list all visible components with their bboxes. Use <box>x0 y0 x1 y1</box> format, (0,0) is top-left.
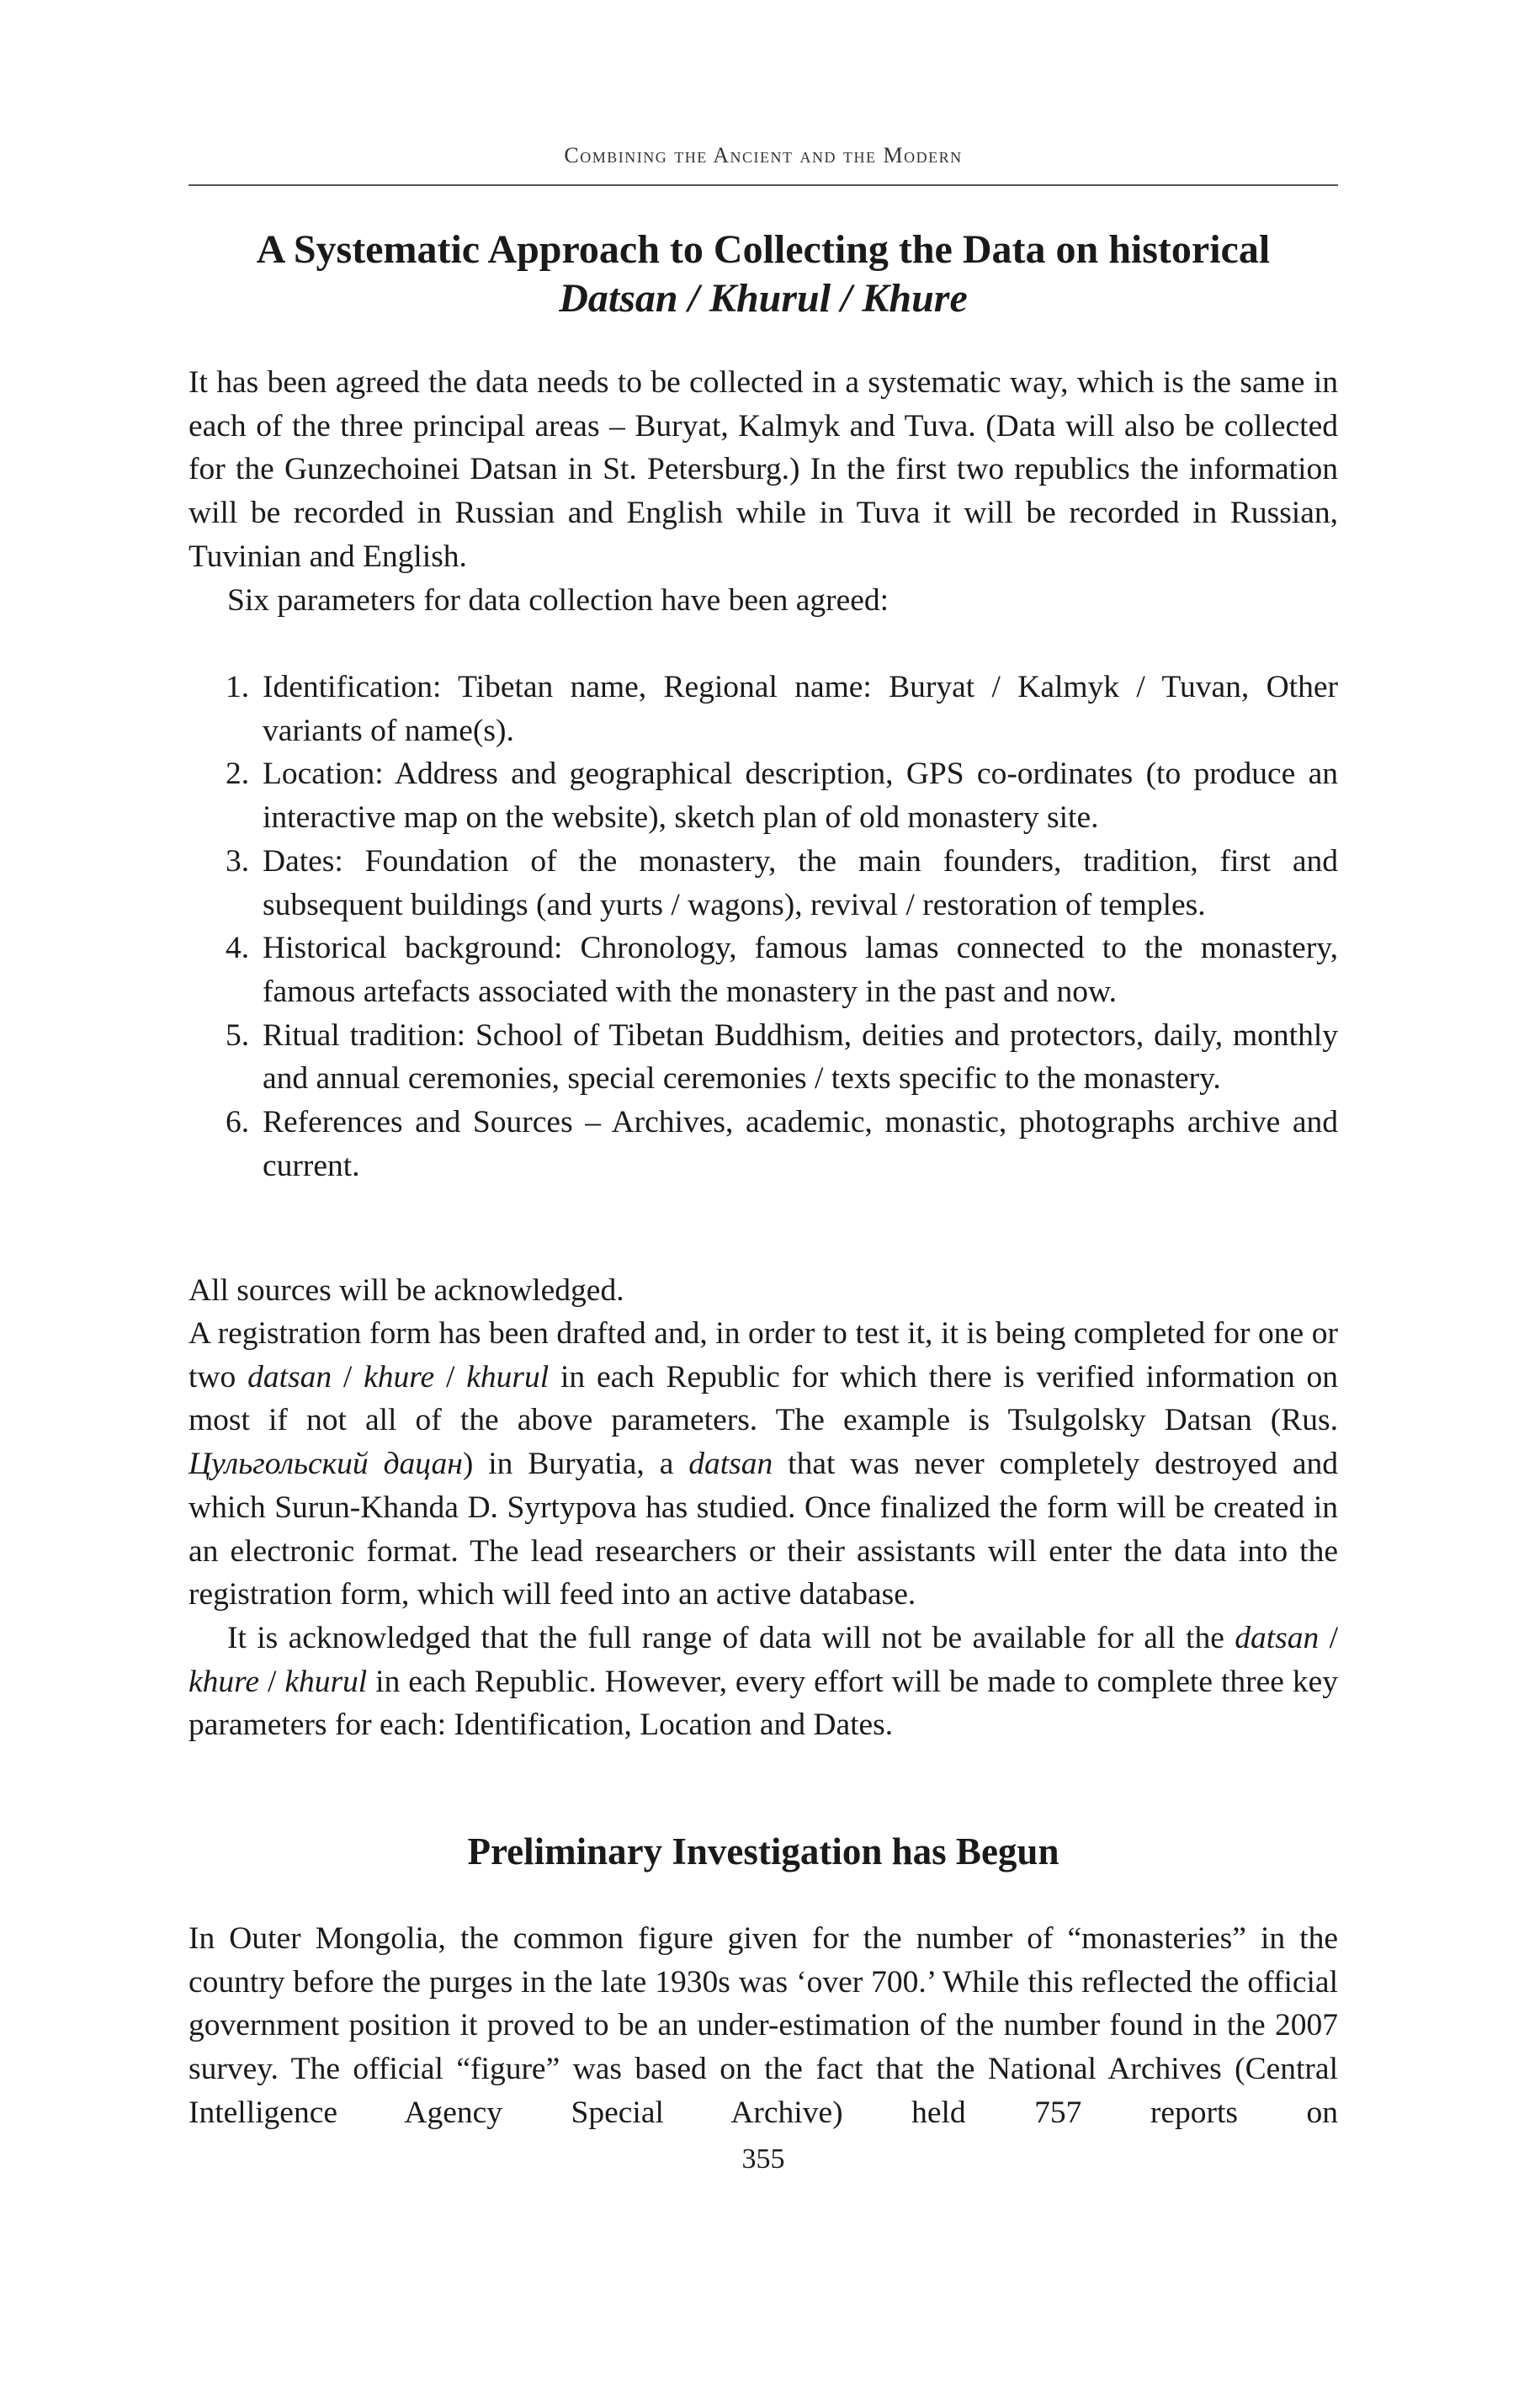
parameters-list <box>189 666 1338 1187</box>
mongolia-paragraph: In Outer Mongolia, the common figure given for the number of “monasteries” in the country before the purges in the late 1930s was ‘over 700.’ While this reflected the official government position it proved to be an under-estimation of the number found in the 2007 survey. The official “figure” was based on the fact that the National Archives (Central Intelligence Agency Special Archive) held 757 reports on <box>189 1921 1338 2130</box>
list-item-number: 4. <box>226 931 250 966</box>
italic-term: datsan <box>247 1359 332 1394</box>
list-item <box>189 752 1338 839</box>
list-item <box>189 840 1338 927</box>
section-heading: Preliminary Investigation has Begun <box>467 1830 1059 1872</box>
list-item-text: Dates: Foundation of the monastery, the main founders, tradition, first and subsequent buildings (and yurts / wagons), revival / restoration of temples. <box>263 843 1338 922</box>
italic-term: Цульгольский дацан <box>189 1447 463 1482</box>
list-item-number: 6. <box>226 1105 250 1140</box>
italic-term: khurul <box>466 1359 550 1394</box>
list-item-number: 3. <box>226 843 250 879</box>
title-line-2: Datsan / Khurul / Khure <box>559 276 968 321</box>
intro-paragraph: It has been agreed the data needs to be collected in a systematic way, which is the same in each of the three principal areas – Buryat, Kalmyk and Tuva. (Data will also be collected for the Gunzechoinei Datsan in St. Petersburg.) In the first two republics the information will be recorded in Russian and English while in Tuva it will be recorded in Russian, Tuvinian and English. <box>189 365 1338 574</box>
list-item-number: 5. <box>226 1017 250 1053</box>
list-item <box>189 1014 1338 1101</box>
page-title <box>189 226 1338 323</box>
page-number: 355 <box>741 2143 785 2175</box>
text-run: A registration form has been drafted and, in order to test it, it is being completed for one or two <box>189 1316 1338 1394</box>
full-range-paragraph <box>189 1617 1338 1747</box>
acknowledged-line: All sources will be acknowledged. <box>189 1273 624 1308</box>
text-run: / <box>259 1664 285 1699</box>
list-item <box>189 666 1338 752</box>
list-item <box>189 927 1338 1013</box>
text-run: / <box>332 1359 364 1394</box>
text-run: It is acknowledged that the full range of data will not be available for all the <box>227 1621 1235 1655</box>
list-item <box>189 1101 1338 1187</box>
italic-term: datsan <box>1235 1621 1320 1655</box>
six-parameters-line: Six parameters for data collection have been agreed: <box>227 583 889 618</box>
italic-term: khurul <box>284 1664 368 1699</box>
list-item-text: Location: Address and geographical description, GPS co-ordinates (to produce an interactive map on the website), sketch plan of old monastery site. <box>263 757 1338 836</box>
italic-term: khure <box>364 1359 435 1394</box>
list-item-number: 1. <box>226 670 250 704</box>
text-run: in each Republic for which there is verified information on most if not all of the above parameters. The example is Tsulgolsky Datsan (Rus. <box>189 1359 1339 1438</box>
text-run: ) in Buryatia, a <box>462 1447 689 1482</box>
list-item-text: Historical background: Chronology, famous lamas connected to the monastery, famous artefacts associated with the monastery in the past and now. <box>263 931 1338 1009</box>
list-item-text: Identification: Tibetan name, Regional name: Buryat / Kalmyk / Tuvan, Other variants of name(s). <box>263 670 1338 748</box>
running-head: Combining the Ancient and the Modern <box>564 143 963 167</box>
title-line-1: A Systematic Approach to Collecting the Data on historical <box>256 227 1271 272</box>
text-run: / <box>1319 1621 1339 1655</box>
italic-term: datsan <box>688 1447 773 1482</box>
text-run: that was never completely destroyed and which Surun-Khanda D. Syrtypova has studied. Once finalized the form will be created in an electronic format. The lead researchers or their assistants will enter the data into the registration form, which will feed into an active database. <box>189 1447 1338 1612</box>
list-item-number: 2. <box>226 757 250 792</box>
header-rule <box>189 184 1338 186</box>
list-item-text: References and Sources – Archives, academic, monastic, photographs archive and current. <box>263 1105 1338 1183</box>
list-item-text: Ritual tradition: School of Tibetan Buddhism, deities and protectors, daily, monthly and annual ceremonies, special ceremonies / texts specific to the monastery. <box>263 1017 1338 1097</box>
italic-term: khure <box>189 1664 259 1699</box>
text-run: / <box>434 1359 467 1394</box>
text-run: in each Republic. However, every effort will be made to complete three key parameters for each: Identification, Location and Dates. <box>189 1664 1338 1743</box>
registration-paragraph <box>189 1312 1338 1617</box>
